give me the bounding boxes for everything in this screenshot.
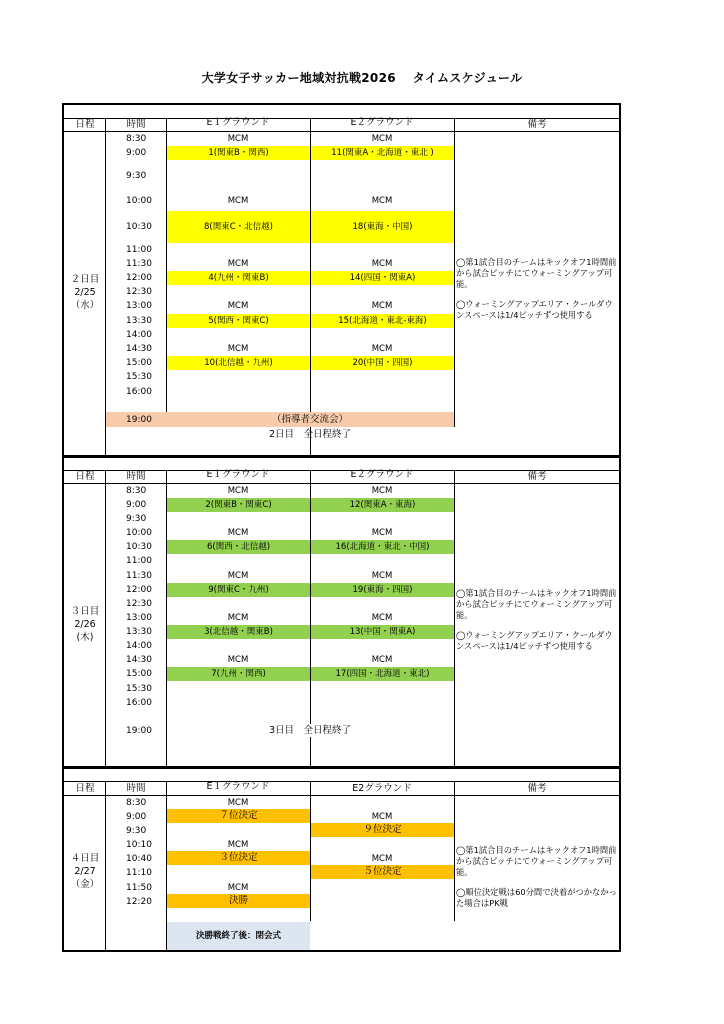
- time-cell: 15:00: [126, 669, 152, 679]
- mcm-label: MCM: [371, 571, 393, 581]
- mcm-label: MCM: [227, 571, 249, 581]
- match-cell: 5(関西・関東C): [167, 314, 310, 328]
- divider: [310, 781, 311, 921]
- time-cell: 9:00: [126, 812, 147, 822]
- time-cell: 15:30: [126, 684, 152, 694]
- match-cell: ９位決定: [311, 823, 454, 837]
- match-cell: ３位決定: [167, 851, 310, 865]
- match-cell: 3(北信越・関東B): [167, 625, 310, 639]
- mcm-label: MCM: [371, 655, 393, 665]
- divider: [454, 131, 455, 427]
- header-e2: E２グラウンド: [350, 469, 414, 480]
- header-e2: E2グラウンド: [352, 783, 412, 794]
- match-cell: 8(関東C・北信越): [167, 211, 310, 243]
- mcm-label: MCM: [227, 798, 249, 808]
- divider: [62, 483, 621, 484]
- time-cell: 13:30: [126, 316, 152, 326]
- match-cell: 18(東海・中国): [311, 211, 454, 243]
- mcm-label: MCM: [227, 840, 249, 850]
- divider: [62, 781, 621, 782]
- header-notes: 備考: [527, 783, 547, 794]
- time-cell: 15:00: [126, 358, 152, 368]
- time-cell: 11:30: [126, 259, 152, 269]
- header-date: 日程: [75, 471, 95, 482]
- match-cell: 19(東海・四国): [311, 583, 454, 597]
- time-cell: 12:00: [126, 273, 152, 283]
- match-cell: ７位決定: [167, 809, 310, 823]
- header-time: 時間: [126, 783, 146, 794]
- time-cell: 13:30: [126, 627, 152, 637]
- time-cell: 10:00: [126, 528, 152, 538]
- divider: [62, 795, 621, 796]
- match-cell: 1(関東B・関西): [167, 146, 310, 160]
- time-cell: 12:00: [126, 585, 152, 595]
- divider: [454, 781, 455, 921]
- time-cell: 9:30: [126, 826, 147, 836]
- mcm-label: MCM: [371, 134, 393, 144]
- day-end-label: 3日目 全日程終了: [250, 724, 370, 737]
- day3-label: ３日目 2/26 (木): [70, 606, 100, 643]
- time-cell: 11:00: [126, 556, 152, 566]
- time-cell: 8:30: [126, 486, 147, 496]
- match-cell: 2(関東B・関東C): [167, 498, 310, 512]
- match-cell: 10(北信越・九州): [167, 356, 310, 370]
- time-cell: 10:30: [126, 542, 152, 552]
- mcm-label: MCM: [371, 301, 393, 311]
- match-cell: 11(関東A・北海道・東北 ): [311, 146, 454, 160]
- mcm-label: MCM: [227, 301, 249, 311]
- mcm-label: MCM: [371, 344, 393, 354]
- divider: [454, 470, 455, 767]
- time-cell: 11:30: [126, 571, 152, 581]
- mcm-label: MCM: [371, 812, 393, 822]
- time-cell: 14:30: [126, 655, 152, 665]
- header-e1: E１グラウンド: [206, 781, 270, 792]
- mcm-label: MCM: [371, 613, 393, 623]
- divider: [62, 131, 621, 132]
- day2-notes: ◯第1試合目のチームはキックオフ1時間前から試合ピッチにてウォーミングアップ可能。 ◯ウォーミングアップエリア・クールダウンスペースは1/4ピッチずつ使用する: [456, 257, 617, 320]
- match-cell: 20(中国・四国): [311, 356, 454, 370]
- time-cell: 12:30: [126, 287, 152, 297]
- mcm-label: MCM: [227, 196, 249, 206]
- mcm-label: MCM: [227, 883, 249, 893]
- header-notes: 備考: [527, 471, 547, 482]
- match-cell: 7(九州・関西): [167, 667, 310, 681]
- day3-notes: ◯第1試合目のチームはキックオフ1時間前から試合ピッチにてウォーミングアップ可能。 ◯ウォーミングアップエリア・クールダウンスペースは1/4ピッチずつ使用する: [456, 588, 617, 651]
- time-cell: 9:30: [126, 514, 147, 524]
- match-cell: 12(関東A・東海): [311, 498, 454, 512]
- header-e1: E１グラウンド: [206, 469, 270, 480]
- day-end-label: 2日目 全日程終了: [268, 429, 352, 440]
- closing-ceremony: 決勝戦終了後：閉会式: [167, 922, 310, 950]
- match-cell: 6(関西・北信越): [167, 540, 310, 554]
- mcm-label: MCM: [227, 528, 249, 538]
- time-cell: 14:00: [126, 330, 152, 340]
- banquet-label: （指導者交流会）: [271, 414, 348, 425]
- time-cell: 16:00: [126, 387, 152, 397]
- mcm-label: MCM: [227, 655, 249, 665]
- match-cell: 17(四国・北海道・東北): [311, 667, 454, 681]
- time-cell: 8:30: [126, 134, 147, 144]
- time-cell: 10:30: [126, 222, 152, 232]
- time-cell: 15:30: [126, 372, 152, 382]
- header-date: 日程: [75, 119, 95, 130]
- mcm-label: MCM: [227, 259, 249, 269]
- time-cell: 9:00: [126, 148, 147, 158]
- match-cell: 13(中国・関東A): [311, 625, 454, 639]
- time-cell: 14:00: [126, 641, 152, 651]
- time-cell: 10:10: [126, 840, 152, 850]
- mcm-label: MCM: [227, 134, 249, 144]
- match-cell: 14(四国・関東A): [311, 271, 454, 285]
- mcm-label: MCM: [371, 259, 393, 269]
- day2-label: ２日目 2/25 （水）: [70, 274, 100, 311]
- mcm-label: MCM: [371, 486, 393, 496]
- match-cell: 4(九州・関東B): [167, 271, 310, 285]
- header-time: 時間: [126, 471, 146, 482]
- match-cell: ５位決定: [311, 865, 454, 879]
- day4-notes: ◯第1試合目のチームはキックオフ1時間前から試合ピッチにてウォーミングアップ可能。 ◯順位決定戦は60分間で決着がつかなかった場合はPK戦: [456, 845, 617, 908]
- mcm-label: MCM: [227, 613, 249, 623]
- day4-label: ４日目 2/27 （金）: [70, 853, 100, 890]
- time-cell: 19:00: [126, 415, 152, 425]
- header-e1: E１グラウンド: [206, 117, 270, 128]
- page-title: 大学女子サッカー地域対抗戦2026 タイムスケジュール: [201, 71, 523, 85]
- mcm-label: MCM: [371, 528, 393, 538]
- time-cell: 14:30: [126, 344, 152, 354]
- time-cell: 16:00: [126, 698, 152, 708]
- header-notes: 備考: [527, 119, 547, 130]
- time-cell: 13:00: [126, 301, 152, 311]
- time-cell: 11:50: [126, 883, 152, 893]
- divider: [310, 118, 311, 456]
- match-cell: 決勝: [167, 894, 310, 908]
- time-cell: 10:40: [126, 854, 152, 864]
- match-cell: 9(関東C・九州): [167, 583, 310, 597]
- time-cell: 11:10: [126, 868, 152, 878]
- time-cell: 8:30: [126, 798, 147, 808]
- header-time: 時間: [126, 119, 146, 130]
- time-cell: 19:00: [126, 726, 152, 736]
- time-cell: 12:30: [126, 599, 152, 609]
- time-cell: 12:20: [126, 897, 152, 907]
- time-cell: 9:00: [126, 500, 147, 510]
- time-cell: 13:00: [126, 613, 152, 623]
- match-cell: 16(北海道・東北・中国): [311, 540, 454, 554]
- match-cell: 15(北海道・東北-東海): [311, 314, 454, 328]
- mcm-label: MCM: [227, 344, 249, 354]
- time-cell: 9:30: [126, 171, 147, 181]
- mcm-label: MCM: [227, 486, 249, 496]
- header-date: 日程: [75, 783, 95, 794]
- time-cell: 10:00: [126, 196, 152, 206]
- time-cell: 11:00: [126, 245, 152, 255]
- mcm-label: MCM: [371, 854, 393, 864]
- mcm-label: MCM: [371, 196, 393, 206]
- header-e2: E２グラウンド: [350, 117, 414, 128]
